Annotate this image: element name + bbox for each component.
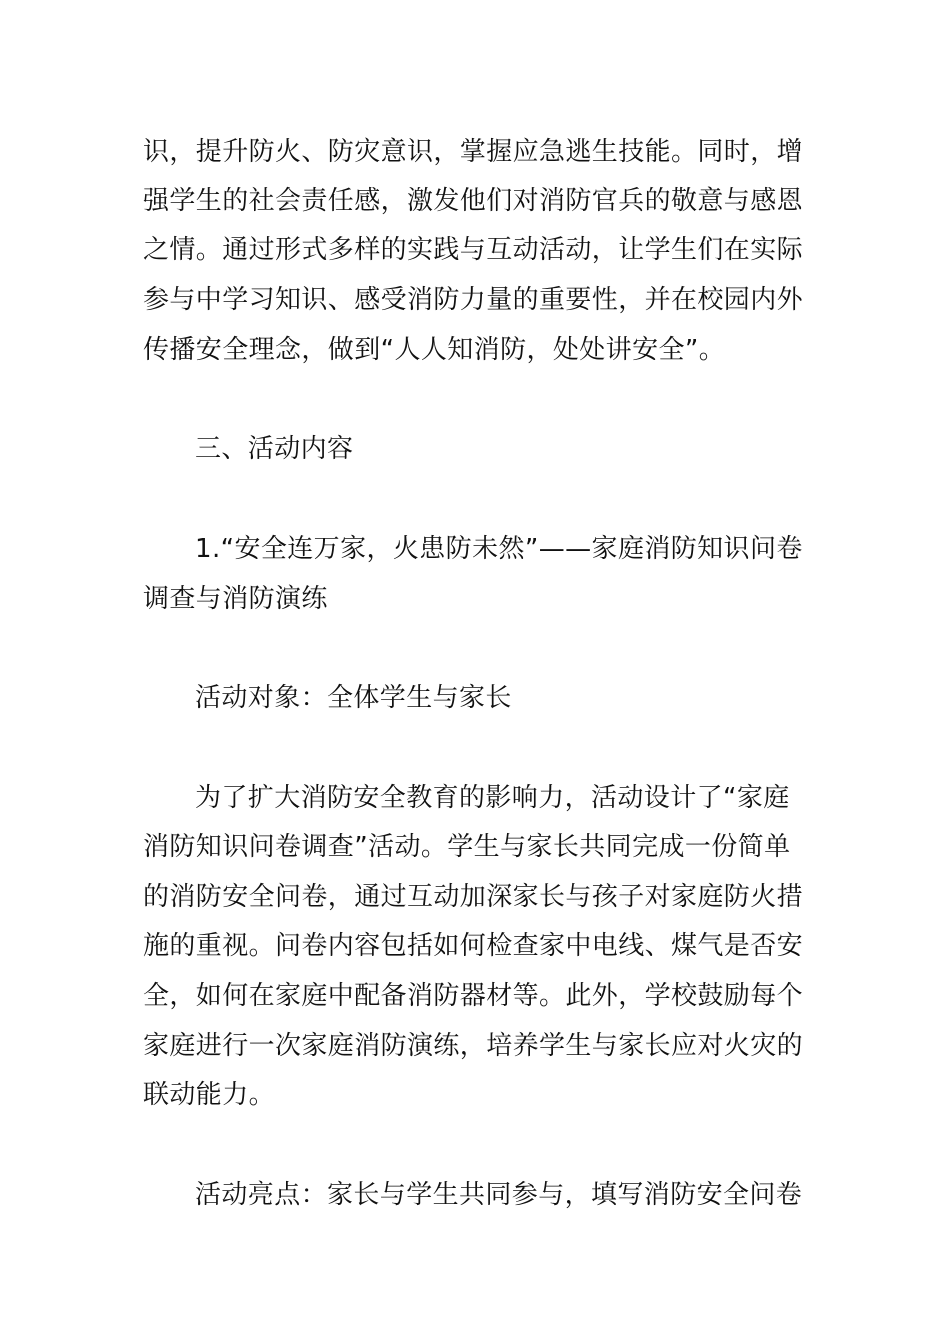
activity-highlight: 活动亮点：家长与学生共同参与，填写消防安全问卷 — [195, 1180, 803, 1210]
section-heading: 三、活动内容 — [195, 434, 354, 464]
description-line-7: 联动能力。 — [143, 1080, 276, 1110]
intro-line-5: 传播安全理念，做到“人人知消防，处处讲安全”。 — [143, 335, 726, 365]
description-line-6: 家庭进行一次家庭消防演练，培养学生与家长应对火灾的 — [143, 1031, 804, 1061]
intro-line-4: 参与中学习知识、感受消防力量的重要性，并在校园内外 — [143, 285, 804, 315]
description-line-5: 全，如何在家庭中配备消防器材等。此外，学校鼓励每个 — [143, 981, 804, 1011]
activity-title-line-2: 调查与消防演练 — [143, 584, 328, 614]
intro-line-1: 识，提升防火、防灾意识，掌握应急逃生技能。同时，增 — [143, 137, 804, 167]
description-line-4: 施的重视。问卷内容包括如何检查家中电线、煤气是否安 — [143, 931, 804, 961]
activity-target: 活动对象：全体学生与家长 — [195, 683, 512, 713]
activity-title-line-1: 1.“安全连万家，火患防未然”——家庭消防知识问卷 — [195, 534, 803, 564]
description-line-1: 为了扩大消防安全教育的影响力，活动设计了“家庭 — [195, 783, 790, 813]
intro-line-3: 之情。通过形式多样的实践与互动活动，让学生们在实际 — [143, 235, 804, 265]
description-line-3: 的消防安全问卷，通过互动加深家长与孩子对家庭防火措 — [143, 882, 804, 912]
description-line-2: 消防知识问卷调查”活动。学生与家长共同完成一份简单 — [143, 832, 791, 862]
intro-line-2: 强学生的社会责任感，激发他们对消防官兵的敬意与感恩 — [143, 186, 804, 216]
